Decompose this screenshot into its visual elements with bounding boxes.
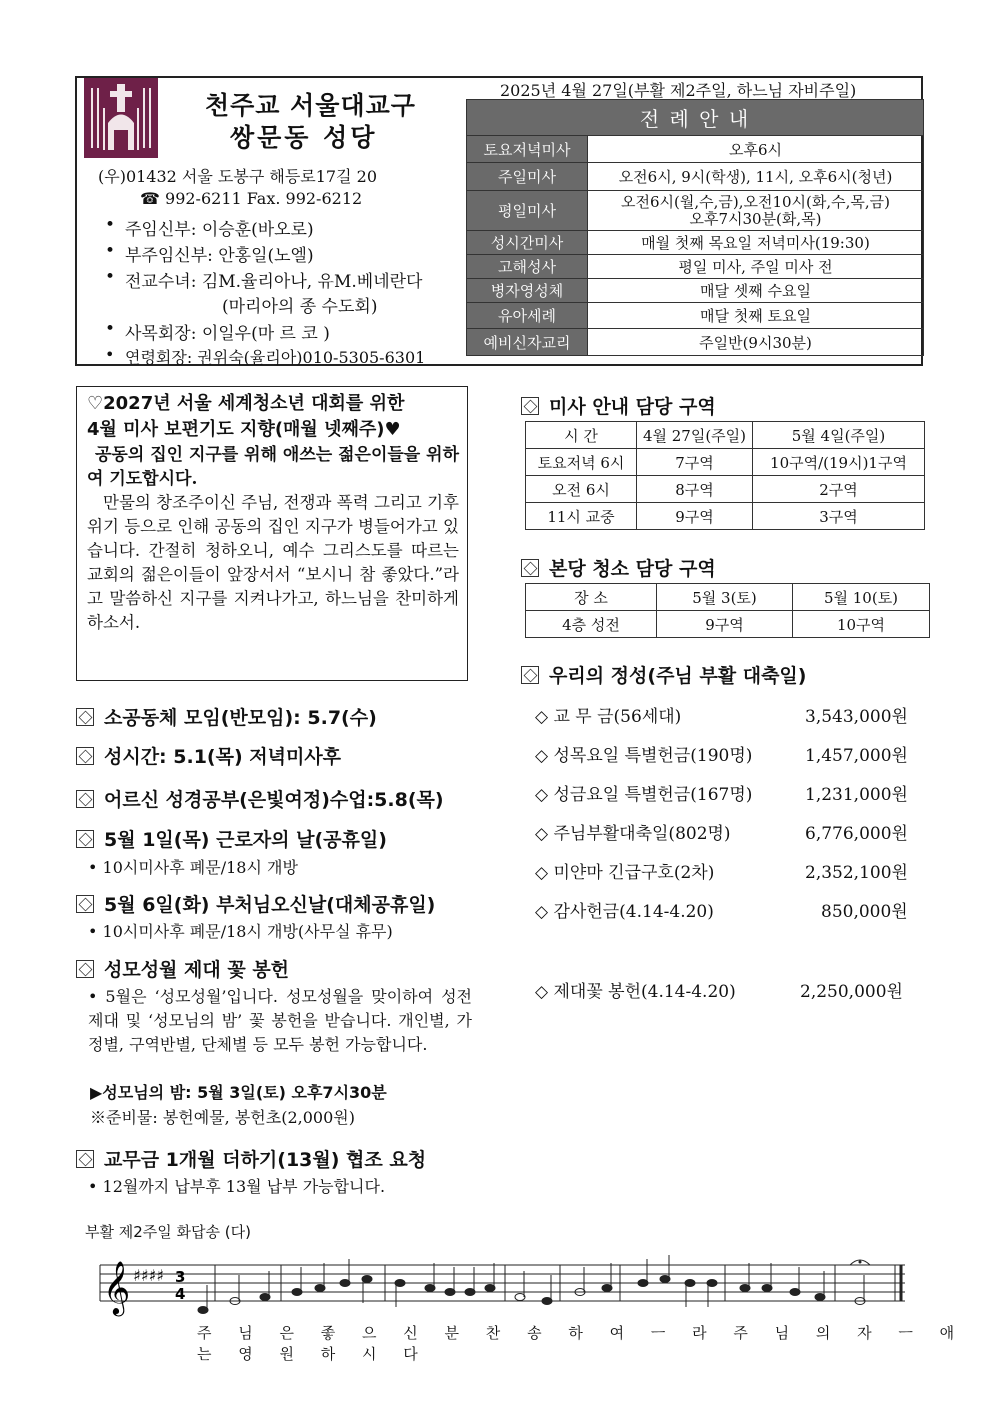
liturgy-label: 예비신자교리 [467,329,588,356]
liturgy-date: 2025년 4월 27일(부활 제2주일, 하느님 자비주일) [500,81,857,100]
diocese-name: 천주교 서울대교구 [205,91,416,120]
prayer-intention: 공동의 집인 지구를 위해 애쓰는 젊은이들을 위하여 기도합시다. [87,445,459,489]
staff-pastor: • 주임신부: 이승훈(바오로) [125,215,314,240]
section-marker-icon [521,666,539,684]
liturgy-value: 매월 첫째 목요일 저녁미사(19:30) [588,231,924,255]
liturgy-value: 오전6시(월,수,금),오전10시(화,수,목,금) [620,192,891,211]
offering-label: ◇ 성목요일 특별헌금(190명) [535,746,753,766]
liturgy-value: 주일반(9시30분) [588,329,924,356]
psalm-title: 부활 제2주일 화답송 (다) [85,1223,251,1241]
table-cell: 토요저녁 6시 [526,449,637,476]
notice-title: 교무금 1개월 더하기(13월) 협조 요청 [76,1145,426,1172]
staff-funeral: • 연령회장: 권위숙(율리아)010-5305-6301 [125,345,425,368]
liturgy-value: 평일 미사, 주일 미사 전 [588,255,924,279]
table-header: 장 소 [526,584,657,611]
table-cell: 10구역 [793,611,930,638]
section-marker-icon [76,830,94,848]
offering-amount: 6,776,000원 [805,824,908,844]
table-header: 5월 10(토) [793,584,930,611]
liturgy-label: 병자영성체 [467,279,588,303]
table-cell: 10구역/(19시)1구역 [753,449,925,476]
liturgy-value: 오후6시 [588,136,924,163]
notice-title: 성시간: 5.1(목) 저녁미사후 [76,742,341,769]
staff-council: • 사목회장: 이일우(마 르 코 ) [125,319,330,344]
svg-text:3: 3 [175,1268,186,1286]
section-marker-icon [76,1150,94,1168]
section-marker-icon [76,960,94,978]
section-marker-icon [521,559,539,577]
liturgy-value: 오전6시, 9시(학생), 11시, 오후6시(청년) [588,163,924,191]
table-header: 4월 27일(주일) [637,422,753,449]
notice-detail: • 5월은 ‘성모성월’입니다. 성모성월을 맞이하여 성전 제대 및 ‘성모님의 밤’ 꽃 봉헌을 받습니다. 개인별, 가정별, 구역반별, 단체별 등 모두 봉헌 가능합니다. [88,987,472,1054]
notice-title: 성모성월 제대 꽃 봉헌 [76,955,289,982]
offering-amount: 1,231,000원 [805,785,908,805]
offering-label: ◇ 교 무 금(56세대) [535,707,682,727]
notice-title: 소공동체 모임(반모임): 5.7(수) [76,703,377,730]
phone: ☎ 992-6211 Fax. 992-6212 [140,189,363,208]
table-cell: 8구역 [637,476,753,503]
section-marker-icon [76,790,94,808]
table-header: 5월 3(토) [657,584,793,611]
mass-guide-table [525,421,925,530]
liturgy-label: 고해성사 [467,255,588,279]
staff-associate: • 부주임신부: 안홍일(노엘) [125,241,314,266]
prayer-title: ♡2027년 서울 세계청소년 대회를 위한 [87,393,405,414]
psalm-lyrics: 주 님 은 좋 으 신 분 찬 송 하 여 ㅡ 라 주 님 의 자 ㅡ 애 는 영 원 하 시 다 [197,1324,966,1363]
liturgy-value: 오후7시30분(화,목) [689,209,822,228]
liturgy-value: 매달 첫째 토요일 [588,303,924,329]
parish-name: 쌍문동 성당 [230,123,378,152]
table-header: 시 간 [526,422,637,449]
mass-guide-title: 미사 안내 담당 구역 [521,392,716,419]
cleaning-table [525,583,930,638]
table-cell: 오전 6시 [526,476,637,503]
notice-extra: ▶성모님의 밤: 5월 3일(토) 오후7시30분 [90,1083,387,1102]
svg-text:4: 4 [175,1285,186,1303]
notice-title: 5월 6일(화) 부처님오신날(대체공휴일) [76,890,435,917]
offerings-title: 우리의 정성(주님 부활 대축일) [521,661,806,688]
liturgy-label: 주일미사 [467,163,588,191]
table-cell: 7구역 [637,449,753,476]
music-staff [95,1255,910,1320]
liturgy-label: 성시간미사 [467,231,588,255]
table-cell: 2구역 [753,476,925,503]
offering-amount: 2,352,100원 [805,863,908,883]
offering-label: ◇ 성금요일 특별헌금(167명) [535,785,753,805]
offering-label: ◇ 주님부활대축일(802명) [535,824,731,844]
prayer-title: 4월 미사 보편기도 지향(매월 넷째주)♥ [87,419,401,440]
notice-detail: • 10시미사후 폐문/18시 개방 [88,858,298,877]
treble-clef-icon: 𝄞 [103,1260,131,1314]
prayer-body: 만물의 창조주이신 주님, 전쟁과 폭력 그리고 기후 위기 등으로 인해 공동의 집인 지구가 병들어가고 있습니다. 간절히 청하오니, 예수 그리스도를 따르는 교회의 젊은이들이 앞장서서 “보시니 참 좋았다.”라고 말씀하신 지구를 지켜나가고, 하느님을 찬미하게 하소서. [87,493,459,632]
section-marker-icon [521,397,539,415]
notice-detail: • 10시미사후 폐문/18시 개방(사무실 휴무) [88,922,393,941]
liturgy-table [466,99,924,356]
table-cell: 9구역 [637,503,753,530]
svg-text:♯♯♯♯: ♯♯♯♯ [133,1266,164,1285]
cleaning-title: 본당 청소 담당 구역 [521,554,716,581]
table-cell: 9구역 [657,611,793,638]
offering-label: ◇ 감사헌금(4.14-4.20) [535,902,714,922]
liturgy-label: 유아세례 [467,303,588,329]
address: (우)01432 서울 도봉구 해등로17길 20 [98,167,378,186]
notice-title: 5월 1일(목) 근로자의 날(공휴일) [76,825,387,852]
staff-sisters-order: (마리아의 종 수도회) [222,297,378,317]
offering-amount: 850,000원 [821,902,908,922]
liturgy-label: 토요저녁미사 [467,136,588,163]
prayer-box [76,386,468,681]
notice-extra: ※준비물: 봉헌예물, 봉헌초(2,000원) [90,1108,355,1127]
offering-amount: 3,543,000원 [805,707,908,727]
church-logo [84,78,158,158]
notice-detail: • 12월까지 납부후 13월 납부 가능합니다. [88,1177,386,1196]
liturgy-title: 전 례 안 내 [467,100,924,136]
table-cell: 4층 성전 [526,611,657,638]
staff-sisters: • 전교수녀: 김M.율리아나, 유M.베네란다 [125,267,422,292]
section-marker-icon [76,747,94,765]
section-marker-icon [76,708,94,726]
table-cell: 11시 교중 [526,503,637,530]
table-header: 5월 4일(주일) [753,422,925,449]
section-marker-icon [76,895,94,913]
offering-label: ◇ 미얀마 긴급구호(2차) [535,863,715,883]
liturgy-label: 평일미사 [467,191,588,231]
notice-title: 어르신 성경공부(은빛여정)수업:5.8(목) [76,785,444,812]
flower-offering-label: ◇ 제대꽃 봉헌(4.14-4.20) [535,982,736,1002]
table-cell: 3구역 [753,503,925,530]
offering-amount: 1,457,000원 [805,746,908,766]
liturgy-value: 매달 셋째 수요일 [588,279,924,303]
flower-offering-amount: 2,250,000원 [800,982,903,1002]
